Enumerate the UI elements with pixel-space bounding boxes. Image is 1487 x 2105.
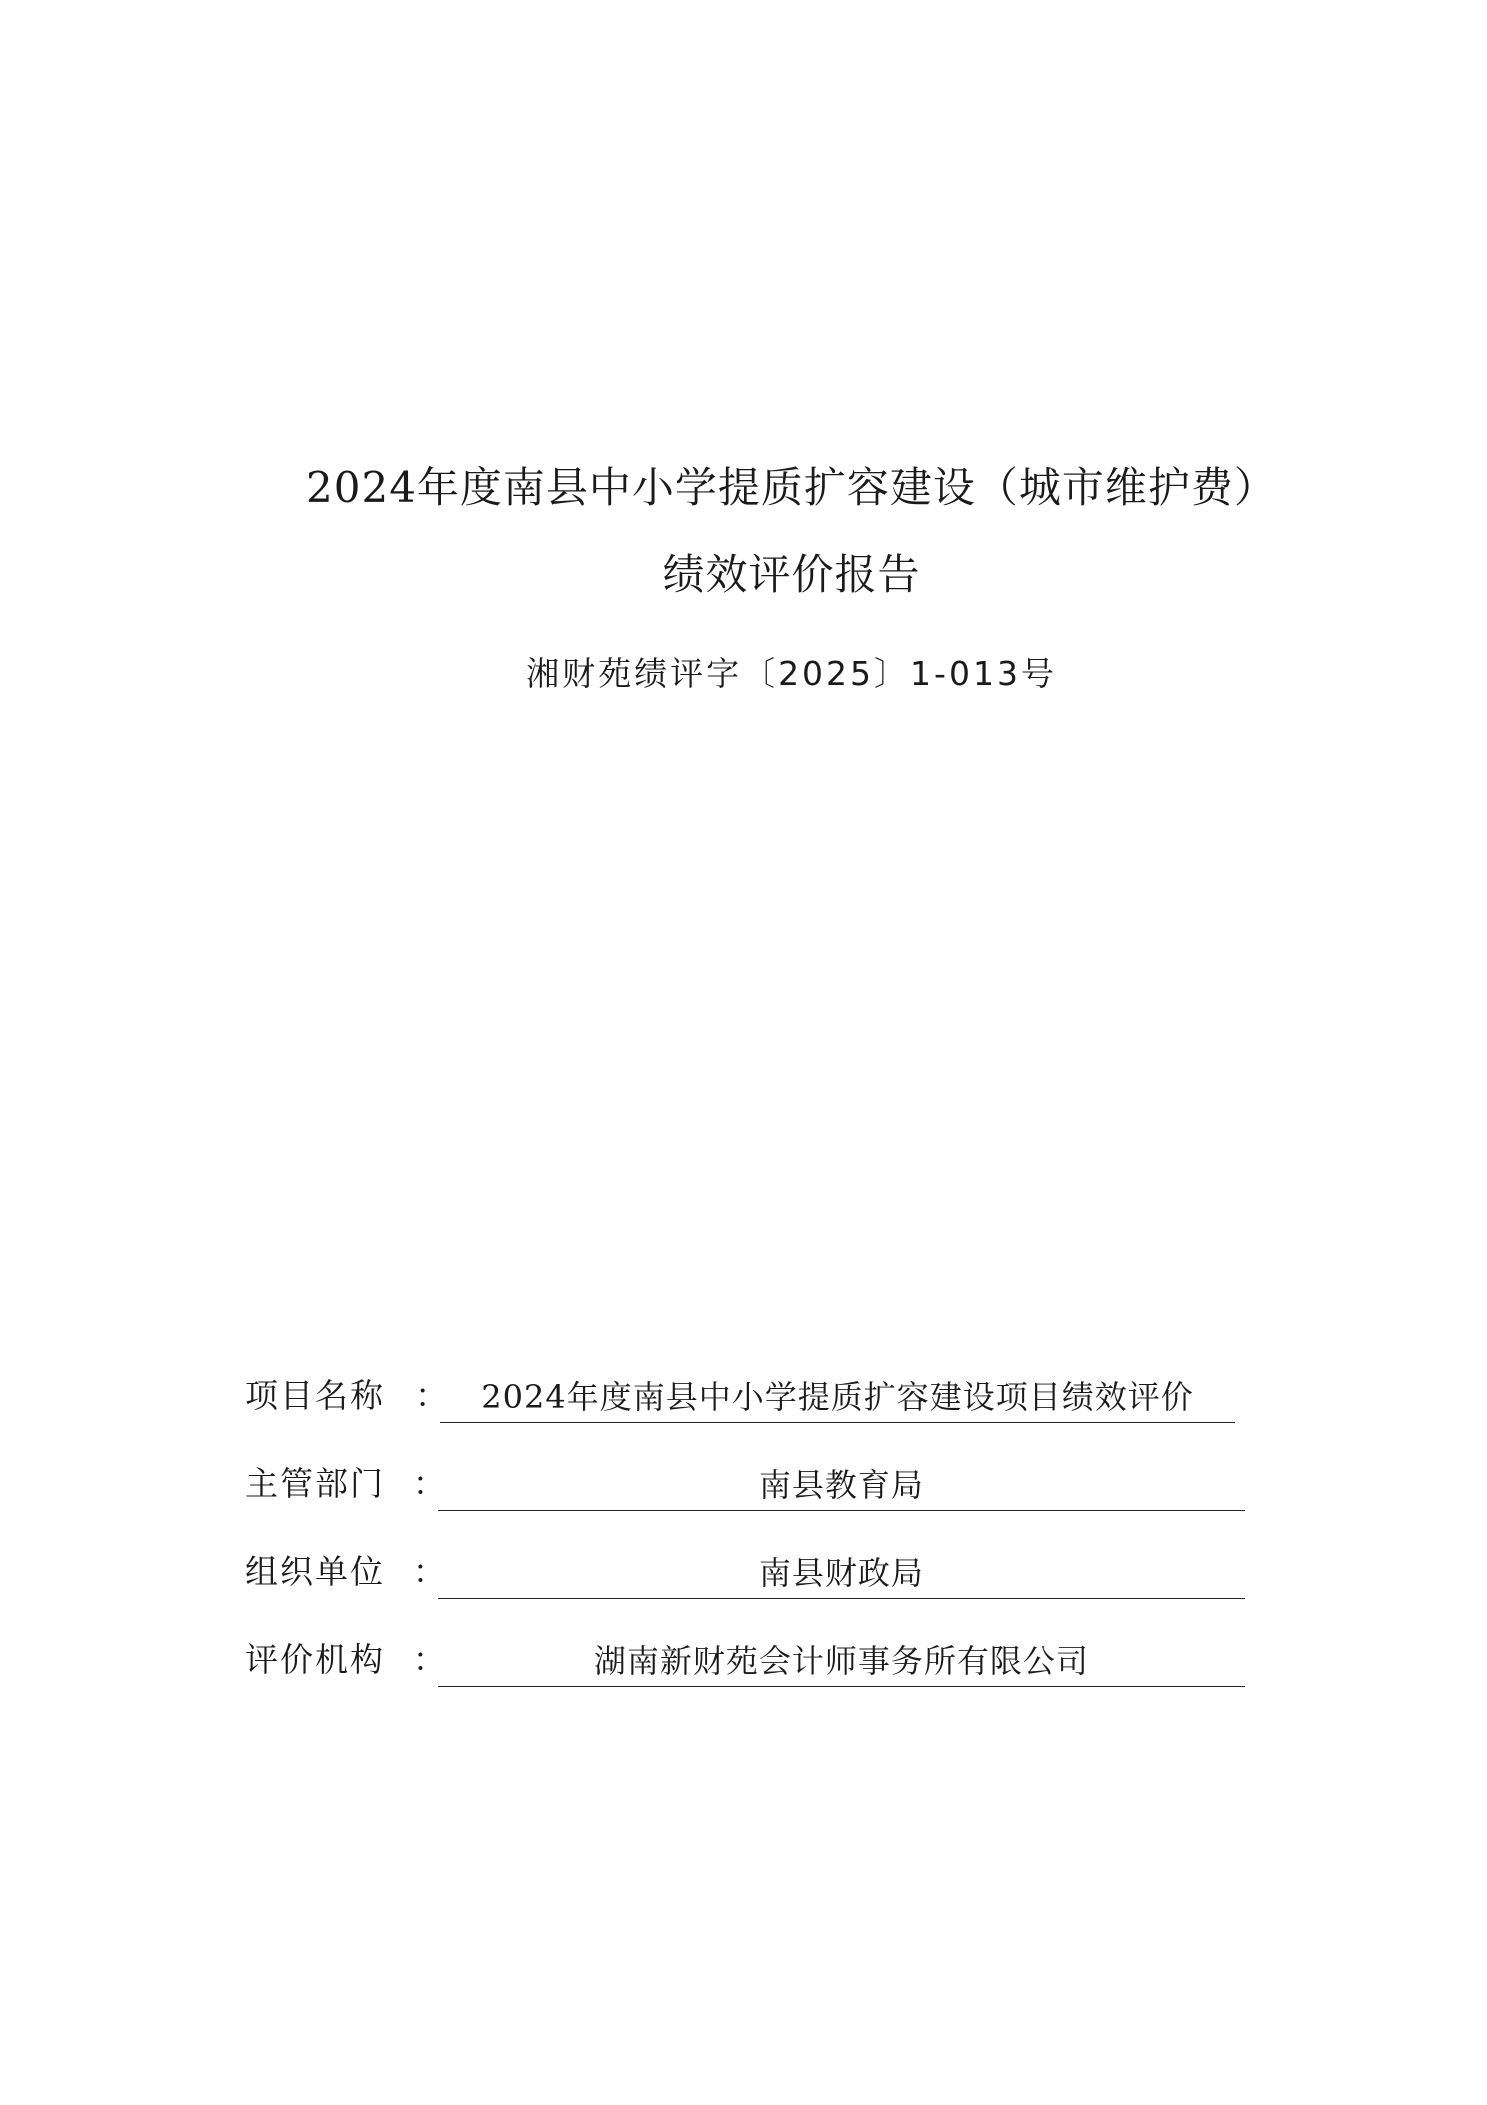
- project-name-colon: ：: [415, 1376, 448, 1415]
- project-name-underline: [440, 1372, 1235, 1423]
- evaluation-agency-underline: [438, 1636, 1245, 1687]
- project-info-block: [245, 1335, 1245, 1687]
- organizing-unit-underline: [438, 1548, 1245, 1599]
- project-name-value: 2024年度南县中小学提质扩容建设项目绩效评价: [481, 1378, 1194, 1416]
- supervising-dept-label: 主管部门: [245, 1464, 385, 1503]
- supervising-dept-colon: ：: [412, 1464, 446, 1503]
- evaluation-agency-value: 湖南新财苑会计师事务所有限公司: [593, 1642, 1089, 1680]
- organizing-unit-colon: ：: [412, 1552, 446, 1591]
- organizing-unit-value: 南县财政局: [758, 1554, 924, 1592]
- supervising-dept-value: 南县教育局: [758, 1466, 924, 1504]
- document-number: 湘财苑绩评字〔2025〕1-013号: [526, 654, 1057, 693]
- project-name-label: 项目名称: [245, 1376, 385, 1415]
- evaluation-agency-label: 评价机构: [245, 1640, 385, 1679]
- supervising-dept-underline: [438, 1460, 1245, 1511]
- info-row-evaluation-agency: [245, 1599, 1245, 1687]
- report-title-line-2: 绩效评价报告: [662, 550, 921, 599]
- info-row-organizing-unit: [245, 1511, 1245, 1599]
- report-title-line-1: 2024年度南县中小学提质扩容建设（城市维护费）: [306, 463, 1277, 512]
- organizing-unit-label: 组织单位: [245, 1552, 385, 1591]
- evaluation-agency-colon: ：: [412, 1640, 446, 1679]
- info-row-supervising-dept: [245, 1423, 1245, 1511]
- info-row-project-name: [245, 1335, 1245, 1423]
